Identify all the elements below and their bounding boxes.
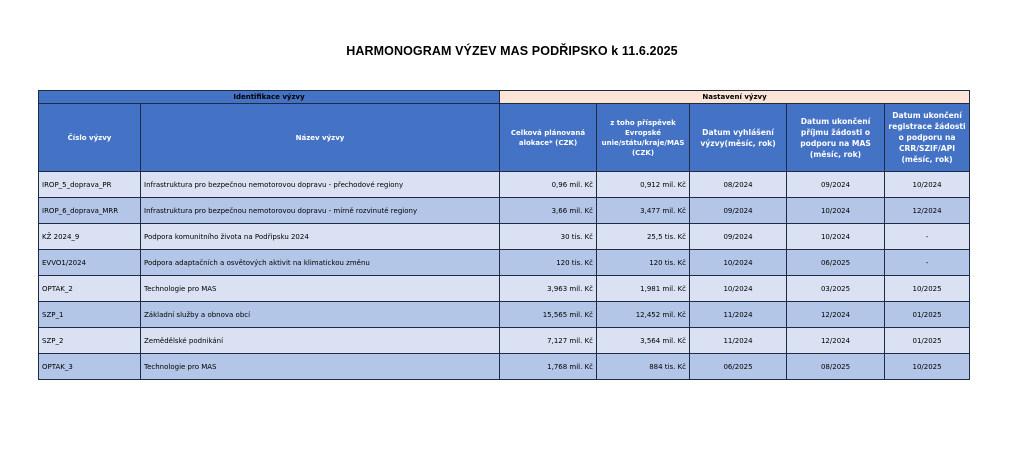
column-header-row [39,104,970,172]
cell-end-registration: 10/2025 [885,354,970,380]
cell-allocation: 1,768 mil. Kč [500,354,597,380]
cell-name: Infrastruktura pro bezpečnou nemotorovou dopravu - mírně rozvinuté regiony [141,198,500,224]
cell-end-receipt: 10/2024 [787,198,885,224]
cell-end-receipt: 03/2025 [787,276,885,302]
group-settings: Nastavení výzvy [500,91,970,104]
cell-name: Technologie pro MAS [141,276,500,302]
cell-end-receipt: 12/2024 [787,328,885,354]
cell-end-receipt: 06/2025 [787,250,885,276]
cell-end-registration: 10/2025 [885,276,970,302]
cell-end-receipt: 12/2024 [787,302,885,328]
col-name-header: Název výzvy [141,104,500,172]
table-row [39,198,970,224]
cell-number: SZP_2 [39,328,141,354]
cell-contribution: 25,5 tis. Kč [597,224,690,250]
cell-number: EVVO1/2024 [39,250,141,276]
cell-end-receipt: 08/2025 [787,354,885,380]
cell-number: OPTAK_2 [39,276,141,302]
cell-contribution: 0,912 mil. Kč [597,172,690,198]
cell-announce: 09/2024 [690,198,787,224]
table-row [39,250,970,276]
cell-name: Podpora komunitního života na Podřipsku 2024 [141,224,500,250]
table-row [39,224,970,250]
cell-allocation: 15,565 mil. Kč [500,302,597,328]
cell-name: Infrastruktura pro bezpečnou nemotorovou dopravu - přechodové regiony [141,172,500,198]
cell-end-registration: 01/2025 [885,328,970,354]
col-end-receipt-header: Datum ukončení příjmu žádosti o podporu na MAS (měsíc, rok) [787,104,885,172]
cell-end-registration: 12/2024 [885,198,970,224]
table-row [39,302,970,328]
cell-allocation: 3,963 mil. Kč [500,276,597,302]
cell-allocation: 0,96 mil. Kč [500,172,597,198]
cell-number: OPTAK_3 [39,354,141,380]
cell-contribution: 12,452 mil. Kč [597,302,690,328]
group-identification: Identifikace výzvy [39,91,500,104]
cell-announce: 08/2024 [690,172,787,198]
cell-number: KŽ 2024_9 [39,224,141,250]
table-row [39,172,970,198]
cell-number: IROP_6_doprava_MRR [39,198,141,224]
cell-contribution: 3,564 mil. Kč [597,328,690,354]
cell-number: SZP_1 [39,302,141,328]
cell-allocation: 30 tis. Kč [500,224,597,250]
cell-contribution: 884 tis. Kč [597,354,690,380]
calls-table [38,90,970,380]
cell-end-registration: - [885,224,970,250]
cell-end-registration: 10/2024 [885,172,970,198]
cell-name: Podpora adaptačních a osvětových aktivit na klimatickou změnu [141,250,500,276]
cell-announce: 06/2025 [690,354,787,380]
col-contribution-header: z toho příspěvek Evropské unie/státu/kraje/MAS (CZK) [597,104,690,172]
cell-announce: 09/2024 [690,224,787,250]
cell-end-receipt: 09/2024 [787,172,885,198]
cell-contribution: 3,477 mil. Kč [597,198,690,224]
cell-allocation: 120 tis. Kč [500,250,597,276]
col-allocation-header: Celková plánovaná alokace* (CZK) [500,104,597,172]
col-number-header: Číslo výzvy [39,104,141,172]
table-row [39,276,970,302]
cell-end-receipt: 10/2024 [787,224,885,250]
cell-announce: 10/2024 [690,276,787,302]
cell-announce: 11/2024 [690,302,787,328]
cell-announce: 10/2024 [690,250,787,276]
cell-name: Technologie pro MAS [141,354,500,380]
table-row [39,328,970,354]
cell-end-registration: - [885,250,970,276]
col-announce-header: Datum vyhlášení výzvy(měsíc, rok) [690,104,787,172]
cell-announce: 11/2024 [690,328,787,354]
cell-contribution: 1,981 mil. Kč [597,276,690,302]
cell-allocation: 3,66 mil. Kč [500,198,597,224]
group-header-row [39,91,970,104]
col-end-registration-header: Datum ukončení registrace žádosti o podporu na CRR/SZIF/API (měsíc, rok) [885,104,970,172]
cell-allocation: 7,127 mil. Kč [500,328,597,354]
cell-end-registration: 01/2025 [885,302,970,328]
table-row [39,354,970,380]
page-title: HARMONOGRAM VÝZEV MAS PODŘIPSKO k 11.6.2025 [346,44,678,58]
cell-name: Zemědělské podnikání [141,328,500,354]
cell-contribution: 120 tis. Kč [597,250,690,276]
cell-name: Základní služby a obnova obcí [141,302,500,328]
cell-number: IROP_5_doprava_PR [39,172,141,198]
